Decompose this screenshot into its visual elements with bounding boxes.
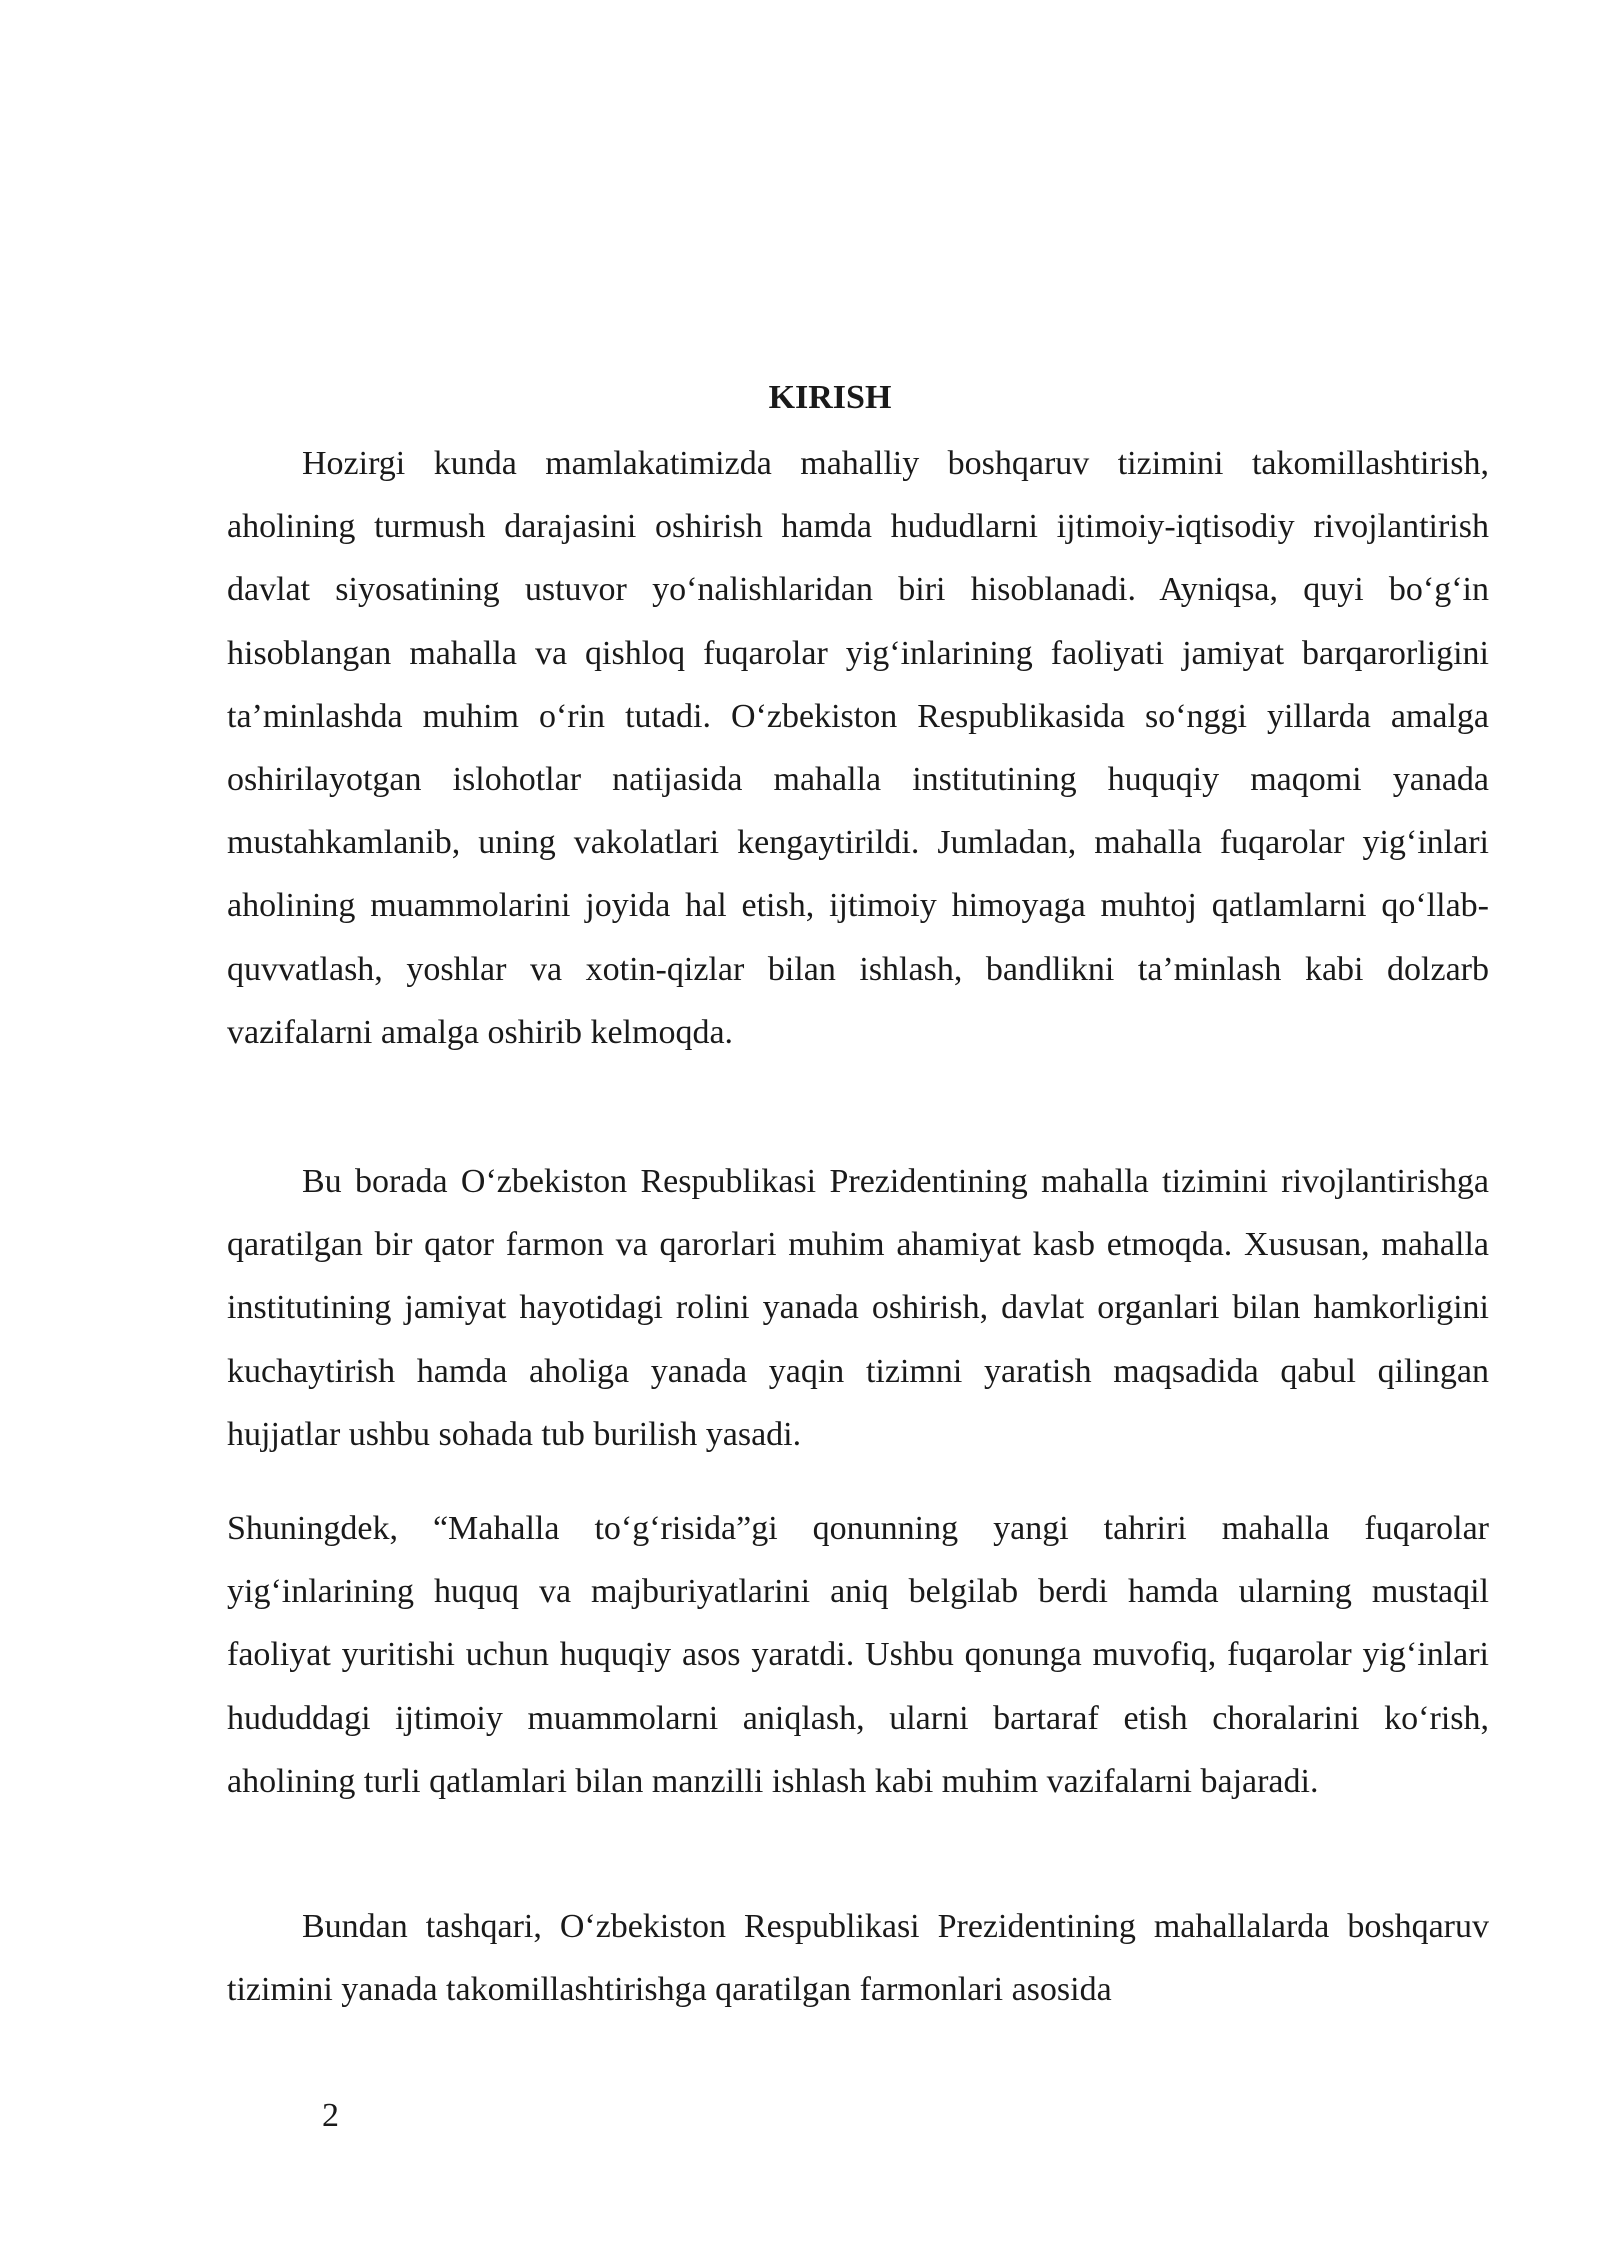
page-number: 2 [322,2097,339,2134]
paragraph-3: Shuningdek, “Mahalla to‘g‘risida”gi qonunning yangi tahriri mahalla fuqarolar yig‘inlarining huquq va majburiyatlarini aniq belgilab berdi hamda ularning mustaqil faoliyat yuritishi uchun huquqiy asos yaratdi. Ushbu qonunga muvofiq, fuqarolar yig‘inlari hududdagi ijtimoiy muammolarni aniqlash, ularni bartaraf etish choralarini ko‘rish, aholining turli qatlamlari bilan manzilli ishlash kabi muhim vazifalarni bajaradi. [227,1510,1489,1800]
paragraph-2: Bu borada O‘zbekiston Respublikasi Prezidentining mahalla tizimini rivojlantirishga qaratilgan bir qator farmon va qarorlari muhim ahamiyat kasb etmoqda. Xususan, mahalla institutining jamiyat hayotidagi rolini yanada oshirish, davlat organlari bilan hamkorligini kuchaytirish hamda aholiga yanada yaqin tizimni yaratish maqsadida qabul qilingan hujjatlar ushbu sohada tub burilish yasadi. [227,1163,1489,1453]
page-title: KIRISH [768,379,892,416]
paragraph-1: Hozirgi kunda mamlakatimizda mahalliy boshqaruv tizimini takomillashtirish, aholining turmush darajasini oshirish hamda hududlarni ijtimoiy-iqtisodiy rivojlantirish davlat siyosatining ustuvor yo‘nalishlaridan biri hisoblanadi. Ayniqsa, quyi bo‘g‘in hisoblangan mahalla va qishloq fuqarolar yig‘inlarining faoliyati jamiyat barqarorligini ta’minlashda muhim o‘rin tutadi. O‘zbekiston Respublikasida so‘nggi yillarda amalga oshirilayotgan islohotlar natijasida mahalla institutining huquqiy maqomi yanada mustahkamlanib, uning vakolatlari kengaytirildi. Jumladan, mahalla fuqarolar yig‘inlari aholining muammolarini joyida hal etish, ijtimoiy himoyaga muhtoj qatlamlarni qo‘llab-quvvatlash, yoshlar va xotin-qizlar bilan ishlash, bandlikni ta’minlash kabi dolzarb vazifalarni amalga oshirib kelmoqda. [227,445,1489,1051]
paragraph-4: Bundan tashqari, O‘zbekiston Respublikasi Prezidentining mahallalarda boshqaruv tizimini yanada takomillashtirishga qaratilgan farmonlari asosida [227,1908,1489,2009]
